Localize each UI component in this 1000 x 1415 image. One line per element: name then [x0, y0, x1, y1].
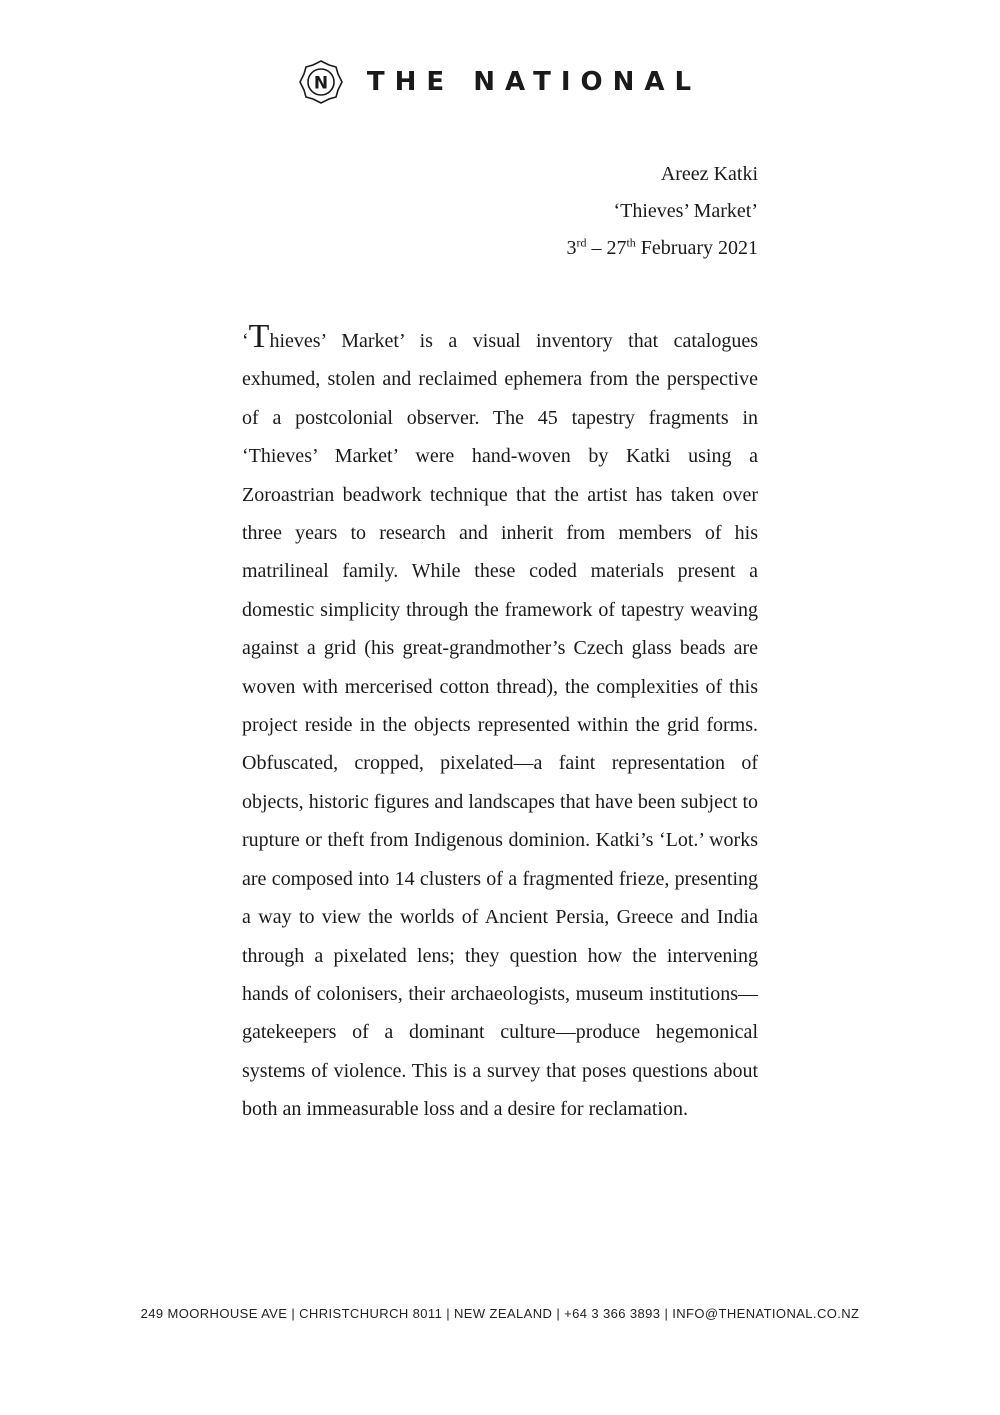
date-end-suffix: th: [626, 235, 636, 250]
opening-quote: ‘: [242, 330, 249, 352]
date-separator: –: [586, 237, 607, 259]
exhibition-dates: [566, 230, 758, 267]
artist-name: Areez Katki: [660, 163, 758, 185]
footer-contact: 249 MOORHOUSE AVE | CHRISTCHURCH 8011 | NEW ZEALAND | +64 3 366 3893 | INFO@THENATIONAL.CO.NZ: [140, 1306, 860, 1321]
date-start-suffix: rd: [576, 235, 587, 250]
exhibition-title: ‘Thieves’ Market’: [613, 200, 758, 222]
drop-cap-letter: T: [248, 318, 270, 355]
the-national-logo-icon: [299, 60, 343, 104]
date-end-day: 27: [606, 237, 627, 259]
logo-letter: N: [313, 73, 329, 94]
masthead: [0, 60, 1000, 104]
exhibition-details: [566, 156, 758, 267]
date-start-day: 3: [566, 237, 577, 259]
essay-text: hieves’ Market’ is a visual inventory that catalogues exhumed, stolen and reclaimed ephemera from the perspective of a postcolonial observer. The 45 tapestry fragments in ‘Thieves’ Market’ were hand-woven by Katki using a Zoroastrian beadwork technique that the artist has taken over three years to research and inherit from members of his matrilineal family. While these coded materials present a domestic simplicity through the framework of tapestry weaving against a grid (his great-grandmother’s Czech glass beads are woven with mercerised cotton thread), the complexities of this project reside in the objects represented within the grid forms. Obfuscated, cropped, pixelated—a faint representation of objects, historic figures and landscapes that have been subject to rupture or theft from Indigenous dominion. Katki’s ‘Lot.’ works are composed into 14 clusters of a fragmented frieze, presenting a way to view the worlds of Ancient Persia, Greece and India through a pixelated lens; they question how the intervening hands of colonisers, their archaeologists, museum institutions—gatekeepers of a dominant culture—produce hegemonical systems of violence. This is a survey that poses questions about both an immeasurable loss and a desire for reclamation.: [242, 330, 758, 1121]
brand-name: THE NATIONAL: [366, 67, 702, 97]
date-month-year: February 2021: [635, 237, 758, 259]
essay-body: [242, 318, 758, 1129]
